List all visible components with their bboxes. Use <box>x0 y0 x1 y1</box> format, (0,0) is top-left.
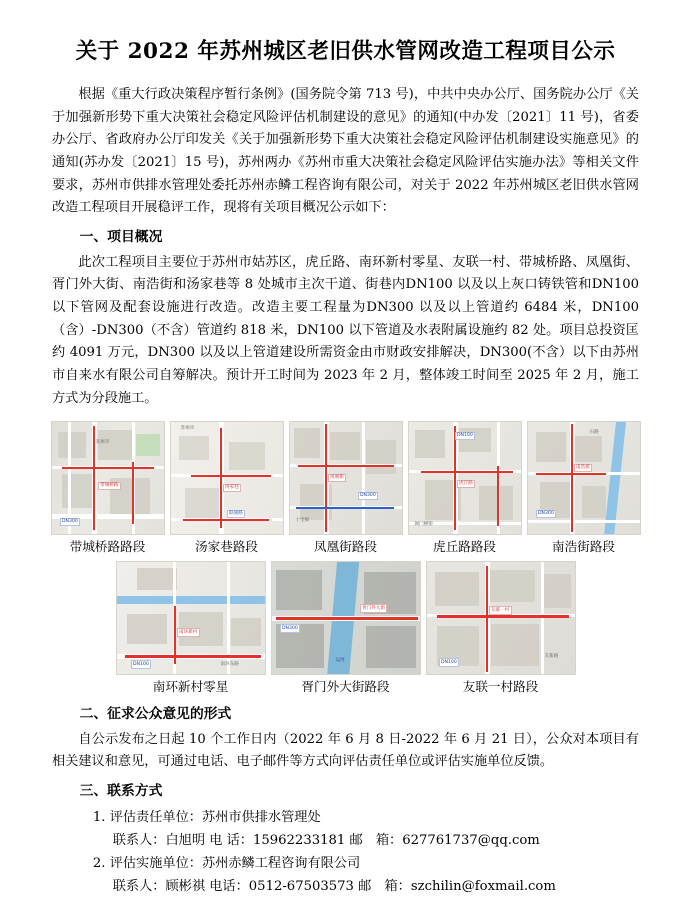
contact-org-1: 1. 评估责任单位：苏州市供排水管理处 <box>92 809 321 825</box>
map-image-xumenwai: 胥门外大街 DN300 运河 <box>271 561 421 675</box>
figure-fenghuangjie <box>289 421 403 557</box>
map-image-huqiulu: DN100 虎丘路 阊门横街 <box>408 421 522 535</box>
map-image-fenghuangjie: 凤凰街 DN300 十全街 <box>289 421 403 535</box>
section-feedback-text: 自公示发布之日起 10 个工作日内（2022 年 6 月 8 日-2022 年 6 月 21 日），公众对本项目有相关建议和意见，可通过电话、电子邮件等方式向评估责任单位或评估实施单位反馈。 <box>52 731 639 770</box>
section-overview-text: 此次工程项目主要位于苏州市姑苏区，虎丘路、南环新村零星、友联一村、带城桥路、凤凰街、胥门外大街、南浩街和汤家巷等 8 处城市主次干道、街巷内DN100 以及以上灰口铸铁管和DN100 以下管网及配套设施进行改造。改造主要工程量为DN300 以及以上管道约 6484 米，DN100（含）-DN300（不含）管道约 818 米，DN100 以下管道及水表附属设施约 82 处。项目总投资匡约 4091 万元，DN300 以及以上管道建设所需资金由市财政安排解决，DN300(不含）以下由苏州市自来水有限公司自筹解决。预计开工时间为 2023 年 2 月，整体竣工时间至 2025 年 2 月，施工方式为分段施工。 <box>52 254 639 406</box>
figure-caption: 汤家巷路段 <box>195 538 258 554</box>
figure-gallery <box>52 421 639 698</box>
map-image-youlianyicun: 友联一村 DN100 友新路 <box>426 561 576 675</box>
section-heading-contact: 三、联系方式 <box>79 783 163 800</box>
map-image-nanhuanxincun: 南环新村 DN100 南环东路 <box>116 561 266 675</box>
figure-xumenwai <box>271 561 421 697</box>
figure-row-2 <box>52 561 639 697</box>
figure-caption: 南环新村零星 <box>152 679 229 695</box>
section-heading-overview: 一、项目概况 <box>79 229 163 246</box>
map-image-daichengqiao: 苏州市 带城桥路 DN300 <box>51 421 165 535</box>
figure-caption: 胥门外大街路段 <box>301 679 390 695</box>
figure-caption: 凤凰街路段 <box>314 538 377 554</box>
figure-youlianyicun <box>426 561 576 697</box>
figure-tangjiaxiang <box>170 421 284 557</box>
figure-huqiulu <box>408 421 522 557</box>
figure-caption: 南浩街路段 <box>552 538 615 554</box>
intro-paragraph: 根据《重大行政决策程序暂行条例》(国务院令第 713 号)，中共中央办公厅、国务院办公厅《关于加强新形势下重大决策社会稳定风险评估机制建设的意见》的通知(中办发〔2021〕11 号)，省委办公厅、省政府办公厅印发关《关于加强新形势下重大决策社会稳定风险评估机制建设实施意见》的通知(苏办发〔2021〕15 号)，苏州两办《苏州市重大决策社会稳定风险评估实施办法》等相关文件要求，苏州市供排水管理处委托苏州赤鳞工程咨询有限公司，对关于 2022 年苏州城区老旧供水管网改造工程项目开展稳评工作，现将有关项目概况公示如下： <box>52 86 639 216</box>
page-title: 关于 2022 年苏州城区老旧供水管网改造工程项目公示 <box>75 39 616 64</box>
figure-caption: 友联一村路段 <box>462 679 539 695</box>
contact-org-2: 2. 评估实施单位：苏州赤鳞工程咨询有限公司 <box>92 855 361 871</box>
section-heading-feedback: 二、征求公众意见的形式 <box>79 706 232 723</box>
figure-daichengqiao <box>51 421 165 557</box>
figure-caption: 带城桥路路段 <box>69 538 146 554</box>
contact-detail-2: 联系人：顾彬祺 电话：0512-67503573 邮 箱：szchilin@foxmail.com <box>112 878 556 894</box>
figure-row-1 <box>52 421 639 557</box>
map-image-tangjiaxiang: 汤家巷 联通路 苏州市 <box>170 421 284 535</box>
map-image-nanhaojie: 南浩街 DN300 石路 <box>527 421 641 535</box>
figure-nanhuanxincun <box>116 561 266 697</box>
figure-caption: 虎丘路路段 <box>433 538 496 554</box>
contact-detail-1: 联系人：白旭明 电 话：15962233181 邮 箱：627761737@qq.com <box>112 832 540 848</box>
figure-nanhaojie <box>527 421 641 557</box>
